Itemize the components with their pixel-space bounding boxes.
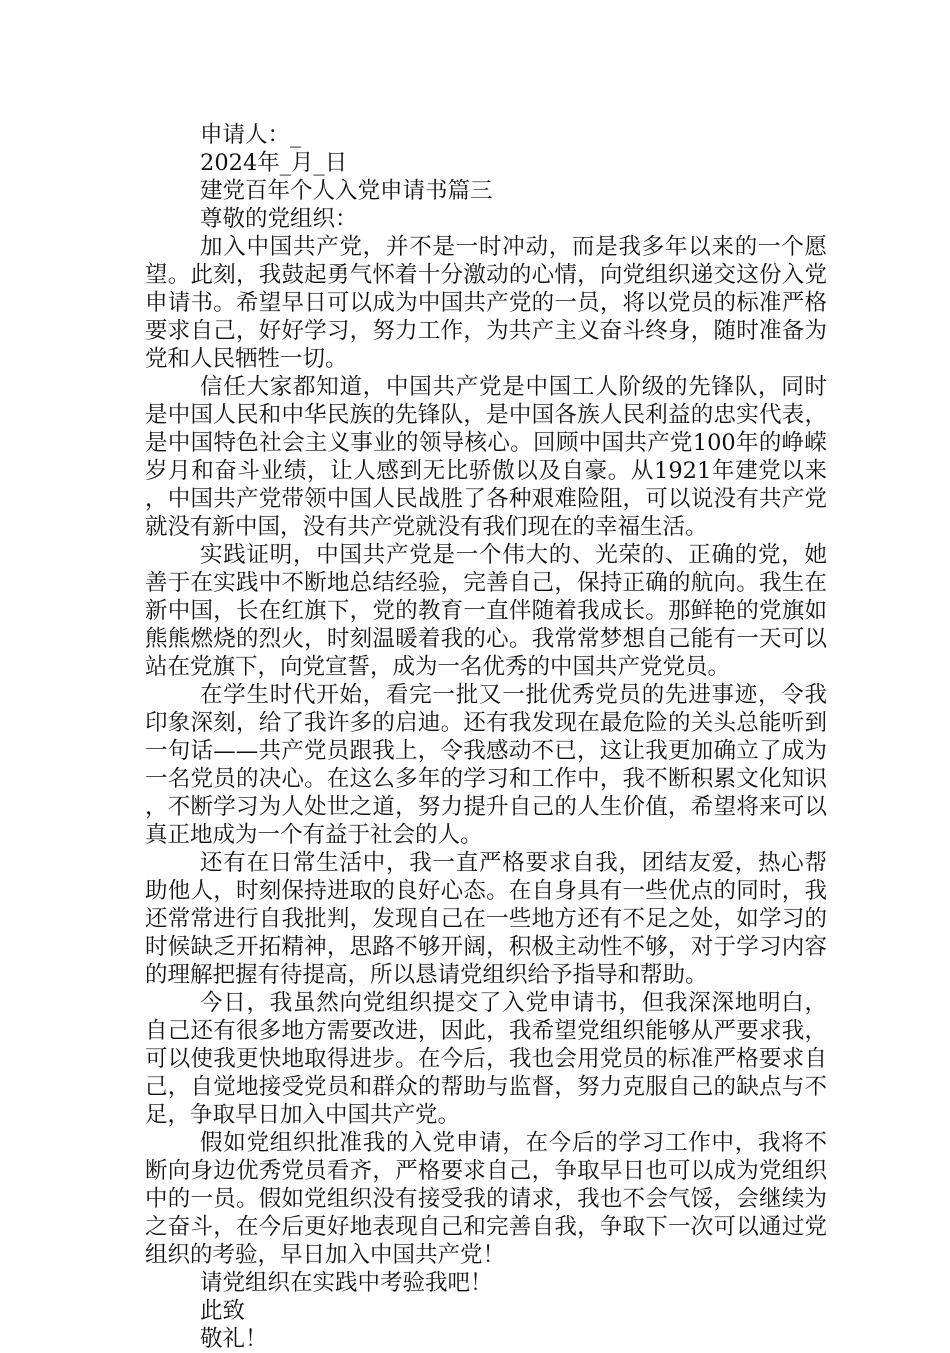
body-paragraph-2: 信任大家都知道，中国共产党是中国工人阶级的先锋队，同时是中国人民和中华民族的先锋队，是中国各族人民利益的忠实代表，是中国特色社会主义事业的领导核心。回顾中国共产党100年的峥嵘岁月和奋斗业绩，让人感到无比骄傲以及自豪。从1921年建党以来，中国共产党带领中国人民战胜了各种艰难险阻，可以说没有共产党就没有新中国，没有共产党就没有我们现在的幸福生活。: [145, 374, 827, 540]
date-line: 2024年_月_日: [200, 150, 348, 176]
applicant-line: 申请人：_: [200, 122, 302, 148]
body-paragraph-4: 在学生时代开始，看完一批又一批优秀党员的先进事迹，令我印象深刻，给了我许多的启迪。还有我发现在最危险的关头总能听到一句话——共产党员跟我上，令我感动不已，这让我更加确立了成为一名党员的决心。在这么多年的学习和工作中，我不断积累文化知识，不断学习为人处世之道，努力提升自己的人生价值，希望将来可以真正地成为一个有益于社会的人。: [145, 682, 827, 848]
body-paragraph-1: 加入中国共产党，并不是一时冲动，而是我多年以来的一个愿望。此刻，我鼓起勇气怀着十分激动的心情，向党组织递交这份入党申请书。希望早日可以成为中国共产党的一员，将以党员的标准严格要求自己，好好学习，努力工作，为共产主义奋斗终身，随时准备为党和人民牺牲一切。: [145, 234, 827, 372]
salutation: 尊敬的党组织：: [200, 206, 358, 232]
document-heading: 建党百年个人入党申请书篇三: [200, 178, 493, 204]
body-paragraph-5: 还有在日常生活中，我一直严格要求自我，团结友爱，热心帮助他人，时刻保持进取的良好心态。在自身具有一些优点的同时，我还常常进行自我批判，发现自己在一些地方还有不足之处，如学习的时候缺乏开拓精神，思路不够开阔，积极主动性不够，对于学习内容的理解把握有待提高，所以恳请党组织给予指导和帮助。: [145, 850, 827, 988]
closing-to: 此致: [200, 1298, 246, 1324]
body-paragraph-3: 实践证明，中国共产党是一个伟大的、光荣的、正确的党，她善于在实践中不断地总结经验，完善自己，保持正确的航向。我生在新中国，长在红旗下，党的教育一直伴随着我成长。那鲜艳的党旗如熊熊燃烧的烈火，时刻温暖着我的心。我常常梦想自己能有一天可以站在党旗下，向党宣誓，成为一名优秀的中国共产党党员。: [145, 542, 827, 680]
body-paragraph-7: 假如党组织批准我的入党申请，在今后的学习工作中，我将不断向身边优秀党员看齐，严格要求自己，争取早日也可以成为党组织中的一员。假如党组织没有接受我的请求，我也不会气馁，会继续为之奋斗，在今后更好地表现自己和完善自我，争取下一次可以通过党组织的考验，早日加入中国共产党！: [145, 1130, 827, 1268]
application-document: [145, 121, 827, 1353]
closing-salute: 敬礼！: [200, 1326, 268, 1352]
closing-request: 请党组织在实践中考验我吧！: [200, 1270, 493, 1296]
body-paragraph-6: 今日，我虽然向党组织提交了入党申请书，但我深深地明白，自己还有很多地方需要改进，因此，我希望党组织能够从严要求我，可以使我更快地取得进步。在今后，我也会用党员的标准严格要求自己，自觉地接受党员和群众的帮助与监督，努力克服自己的缺点与不足，争取早日加入中国共产党。: [145, 990, 827, 1128]
